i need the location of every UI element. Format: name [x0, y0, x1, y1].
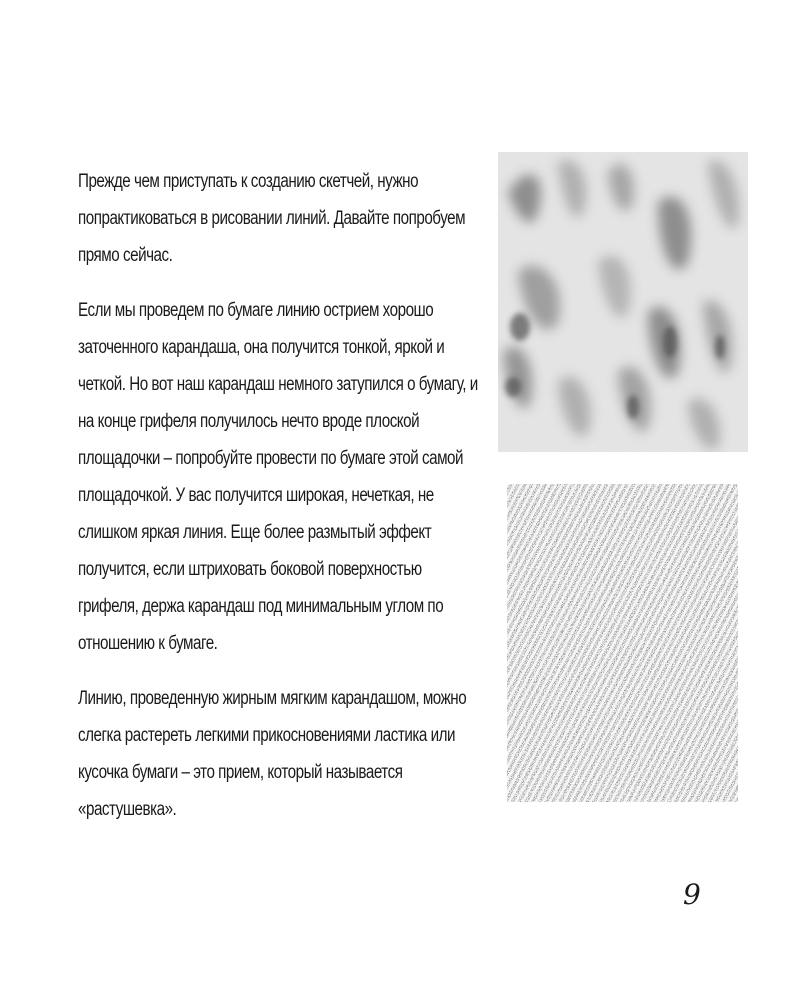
body-text: [78, 163, 478, 828]
paragraph-pencil-technique: Если мы проведем по бумаге линию острием хорошо заточенного карандаша, она получится тонкой, яркой и четкой. Но вот наш карандаш немного затупился о бумагу, и на конце грифеля получилось нечто вроде плоской площадочки – попробуйте провести по бумаге этой самой площадочкой. У вас получится широкая, нечеткая, не слишком яркая линия. Еще более размытый эффект получится, если штриховать боковой поверхностью грифеля, держа карандаш под минимальным углом по отношению к бумаге.: [78, 300, 478, 654]
smudge-texture-illustration: [498, 152, 748, 452]
paragraph-intro: Прежде чем приступать к созданию скетчей, нужно попрактиковаться в рисовании линий. Давайте попробуем прямо сейчас.: [78, 171, 466, 266]
paragraph-blending: Линию, проведенную жирным мягким карандашом, можно слегка растереть легкими прикосновениями ластика или кусочка бумаги – это прием, который называется «растушевка».: [78, 688, 467, 820]
page-number: 9: [683, 878, 701, 911]
hatching-texture-illustration: [505, 480, 740, 805]
